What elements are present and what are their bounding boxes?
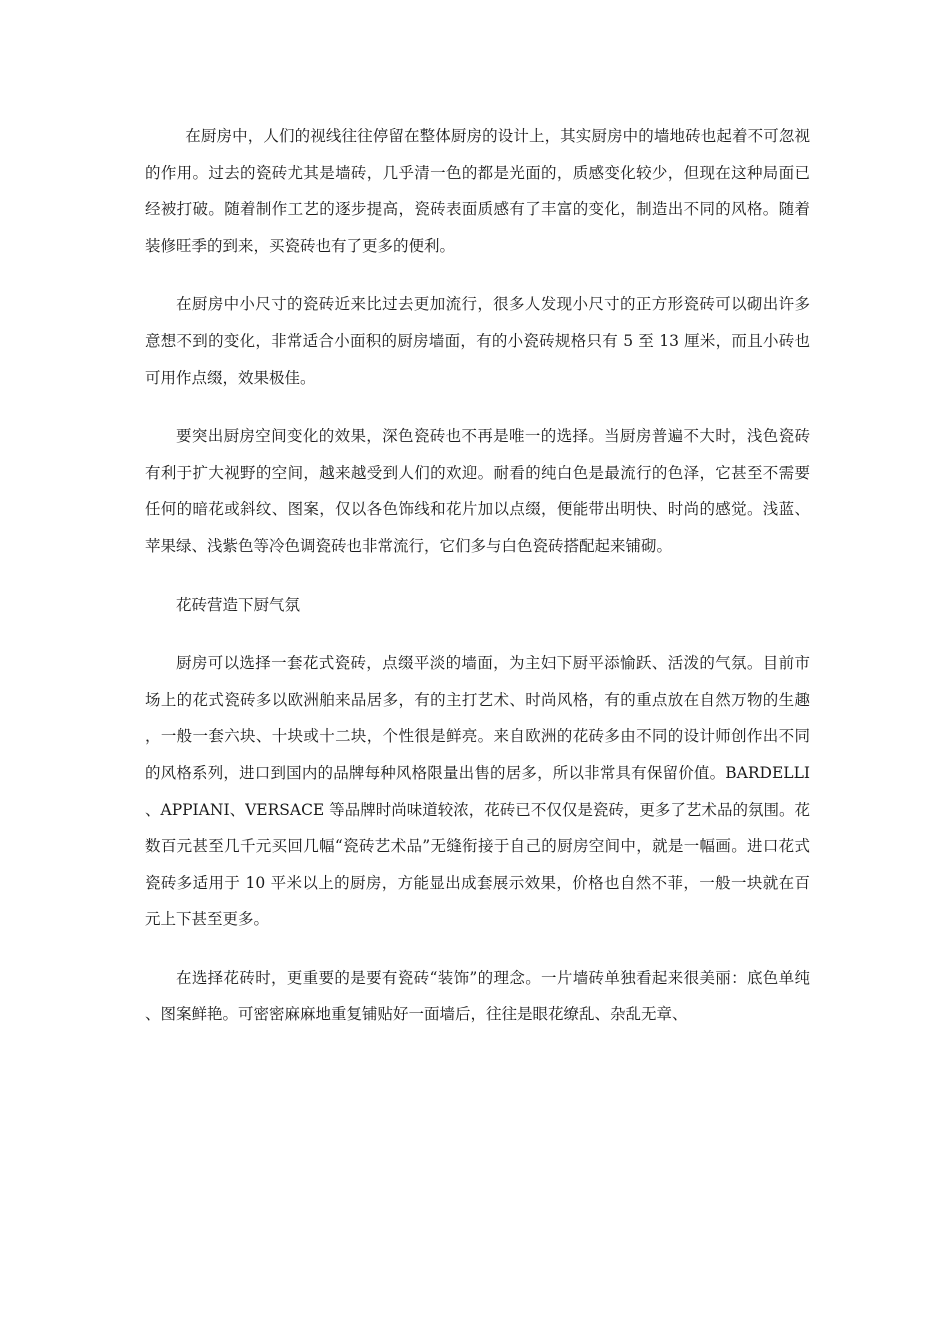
paragraph-kitchen-wall-tiles: 在厨房中，人们的视线往往停留在整体厨房的设计上，其实厨房中的墙地砖也起着不可忽视的作用。过去的瓷砖尤其是墙砖，几乎清一色的都是光面的，质感变化较少，但现在这种局面已经被打破。随着制作工艺的逐步提高，瓷砖表面质感有了丰富的变化，制造出不同的风格。随着装修旺季的到来，买瓷砖也有了更多的便利。 <box>145 127 810 255</box>
document-body <box>145 118 810 1055</box>
paragraph-decor-concept: 在选择花砖时，更重要的是要有瓷砖“装饰”的理念。一片墙砖单独看起来很美丽：底色单纯、图案鲜艳。可密密麻麻地重复铺贴好一面墙后，往往是眼花缭乱、杂乱无章、 <box>145 968 810 1024</box>
section-heading-decor-tiles: 花砖营造下厨气氛 <box>176 595 301 614</box>
paragraph-light-color-tiles: 要突出厨房空间变化的效果，深色瓷砖也不再是唯一的选择。当厨房普遍不大时，浅色瓷砖有利于扩大视野的空间，越来越受到人们的欢迎。耐看的纯白色是最流行的色泽，它甚至不需要任何的暗花或斜纹、图案，仅以各色饰线和花片加以点缀，便能带出明快、时尚的感觉。浅蓝、苹果绿、浅紫色等冷色调瓷砖也非常流行，它们多与白色瓷砖搭配起来铺砌。 <box>145 427 810 555</box>
paragraph-small-tiles: 在厨房中小尺寸的瓷砖近来比过去更加流行，很多人发现小尺寸的正方形瓷砖可以砌出许多意想不到的变化，非常适合小面积的厨房墙面，有的小瓷砖规格只有 5 至 13 厘米，而且小砖也可用作点缀，效果极佳。 <box>145 295 810 387</box>
paragraph-decor-tile-sets: 厨房可以选择一套花式瓷砖，点缀平淡的墙面，为主妇下厨平添愉跃、活泼的气氛。目前市场上的花式瓷砖多以欧洲舶来品居多，有的主打艺术、时尚风格，有的重点放在自然万物的生趣，一般一套六块、十块或十二块，个性很是鲜亮。来自欧洲的花砖多由不同的设计师创作出不同的风格系列，进口到国内的品牌每种风格限量出售的居多，所以非常具有保留价值。BARDELLI、APPIANI、VERSACE 等品牌时尚味道较浓，花砖已不仅仅是瓷砖，更多了艺术品的氛围。花数百元甚至几千元买回几幅“瓷砖艺术品”无缝衔接于自己的厨房空间中，就是一幅画。进口花式瓷砖多适用于 10 平米以上的厨房，方能显出成套展示效果，价格也自然不菲，一般一块就在百元上下甚至更多。 <box>145 654 810 929</box>
